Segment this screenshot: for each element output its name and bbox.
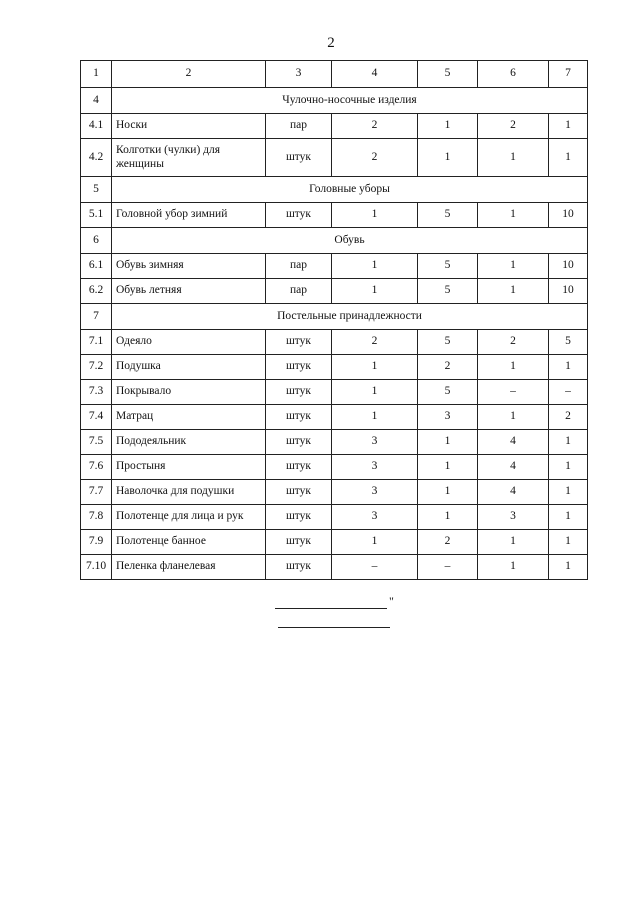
value-col-7: 1 [549, 139, 588, 177]
value-col-5: – [418, 555, 478, 580]
value-col-7: – [549, 380, 588, 405]
unit: штук [266, 505, 332, 530]
value-col-5: 1 [418, 430, 478, 455]
row-number: 7.7 [81, 480, 112, 505]
unit: штук [266, 380, 332, 405]
value-col-5: 2 [418, 355, 478, 380]
header-cell: 3 [266, 61, 332, 88]
value-col-5: 2 [418, 530, 478, 555]
row-number: 4.1 [81, 114, 112, 139]
value-col-5: 5 [418, 330, 478, 355]
value-col-5: 1 [418, 480, 478, 505]
row-number: 7.10 [81, 555, 112, 580]
section-title: Обувь [112, 228, 588, 254]
value-col-6: 1 [478, 279, 549, 304]
unit: штук [266, 530, 332, 555]
value-col-4: 1 [332, 530, 418, 555]
signature-line-bottom [278, 627, 390, 628]
value-col-7: 2 [549, 405, 588, 430]
table-row [81, 330, 588, 355]
value-col-6: 1 [478, 405, 549, 430]
value-col-6: 4 [478, 480, 549, 505]
header-cell: 7 [549, 61, 588, 88]
value-col-6: 1 [478, 555, 549, 580]
section-number: 6 [81, 228, 112, 254]
header-cell: 2 [112, 61, 266, 88]
table-row [81, 203, 588, 228]
value-col-7: 1 [549, 114, 588, 139]
table-row [81, 480, 588, 505]
closing-quote: " [389, 594, 394, 608]
value-col-7: 10 [549, 203, 588, 228]
value-col-6: 2 [478, 114, 549, 139]
value-col-4: 1 [332, 279, 418, 304]
section-title: Головные уборы [112, 177, 588, 203]
section-number: 4 [81, 88, 112, 114]
value-col-5: 1 [418, 114, 478, 139]
value-col-4: 1 [332, 203, 418, 228]
item-name: Головной убор зимний [112, 203, 266, 228]
unit: штук [266, 480, 332, 505]
item-name: Матрац [112, 405, 266, 430]
value-col-6: 4 [478, 430, 549, 455]
value-col-6: 3 [478, 505, 549, 530]
table-row [81, 405, 588, 430]
value-col-6: 1 [478, 203, 549, 228]
unit: пар [266, 114, 332, 139]
table-row [81, 530, 588, 555]
value-col-5: 1 [418, 505, 478, 530]
value-col-4: 1 [332, 380, 418, 405]
section-number: 5 [81, 177, 112, 203]
table-header-row [81, 61, 588, 88]
row-number: 7.5 [81, 430, 112, 455]
value-col-5: 3 [418, 405, 478, 430]
row-number: 7.6 [81, 455, 112, 480]
value-col-6: – [478, 380, 549, 405]
value-col-4: 3 [332, 430, 418, 455]
value-col-5: 5 [418, 279, 478, 304]
value-col-4: 3 [332, 455, 418, 480]
value-col-4: 2 [332, 330, 418, 355]
value-col-6: 2 [478, 330, 549, 355]
unit: штук [266, 430, 332, 455]
header-cell: 6 [478, 61, 549, 88]
unit: штук [266, 139, 332, 177]
value-col-6: 1 [478, 530, 549, 555]
value-col-7: 1 [549, 505, 588, 530]
unit: пар [266, 254, 332, 279]
unit: штук [266, 455, 332, 480]
value-col-5: 5 [418, 380, 478, 405]
unit: штук [266, 330, 332, 355]
table-row [81, 139, 588, 177]
unit: штук [266, 355, 332, 380]
item-name: Обувь летняя [112, 279, 266, 304]
table-row [81, 555, 588, 580]
table-row [81, 380, 588, 405]
item-name: Носки [112, 114, 266, 139]
value-col-5: 1 [418, 139, 478, 177]
table-row [81, 455, 588, 480]
value-col-4: 1 [332, 254, 418, 279]
value-col-4: 1 [332, 405, 418, 430]
row-number: 7.1 [81, 330, 112, 355]
section-row [81, 228, 588, 254]
item-name: Одеяло [112, 330, 266, 355]
unit: штук [266, 555, 332, 580]
section-title: Постельные принадлежности [112, 304, 588, 330]
table-row [81, 355, 588, 380]
value-col-7: 1 [549, 530, 588, 555]
item-name: Покрывало [112, 380, 266, 405]
value-col-4: 2 [332, 114, 418, 139]
value-col-5: 1 [418, 455, 478, 480]
section-row [81, 177, 588, 203]
item-name: Колготки (чулки) для женщины [112, 139, 266, 177]
section-row [81, 304, 588, 330]
item-name: Пододеяльник [112, 430, 266, 455]
row-number: 7.8 [81, 505, 112, 530]
table-row [81, 114, 588, 139]
value-col-4: 2 [332, 139, 418, 177]
value-col-7: 1 [549, 355, 588, 380]
header-cell: 5 [418, 61, 478, 88]
value-col-7: 5 [549, 330, 588, 355]
value-col-6: 4 [478, 455, 549, 480]
value-col-4: – [332, 555, 418, 580]
section-number: 7 [81, 304, 112, 330]
section-title: Чулочно-носочные изделия [112, 88, 588, 114]
header-cell: 1 [81, 61, 112, 88]
table-row [81, 505, 588, 530]
value-col-7: 1 [549, 480, 588, 505]
value-col-4: 3 [332, 480, 418, 505]
row-number: 7.4 [81, 405, 112, 430]
value-col-7: 10 [549, 254, 588, 279]
item-name: Полотенце банное [112, 530, 266, 555]
item-name: Пеленка фланелевая [112, 555, 266, 580]
signature-line-top [275, 608, 387, 609]
value-col-7: 1 [549, 555, 588, 580]
row-number: 6.1 [81, 254, 112, 279]
item-name: Подушка [112, 355, 266, 380]
table-row [81, 254, 588, 279]
value-col-7: 1 [549, 455, 588, 480]
unit: штук [266, 405, 332, 430]
row-number: 4.2 [81, 139, 112, 177]
norms-table [80, 60, 588, 580]
unit: штук [266, 203, 332, 228]
section-row [81, 88, 588, 114]
row-number: 5.1 [81, 203, 112, 228]
value-col-6: 1 [478, 355, 549, 380]
value-col-6: 1 [478, 254, 549, 279]
value-col-4: 3 [332, 505, 418, 530]
value-col-6: 1 [478, 139, 549, 177]
row-number: 6.2 [81, 279, 112, 304]
value-col-4: 1 [332, 355, 418, 380]
item-name: Наволочка для подушки [112, 480, 266, 505]
item-name: Простыня [112, 455, 266, 480]
value-col-7: 1 [549, 430, 588, 455]
row-number: 7.2 [81, 355, 112, 380]
table-row [81, 430, 588, 455]
item-name: Обувь зимняя [112, 254, 266, 279]
row-number: 7.9 [81, 530, 112, 555]
value-col-5: 5 [418, 254, 478, 279]
row-number: 7.3 [81, 380, 112, 405]
page-number: 2 [327, 35, 335, 51]
header-cell: 4 [332, 61, 418, 88]
value-col-7: 10 [549, 279, 588, 304]
value-col-5: 5 [418, 203, 478, 228]
item-name: Полотенце для лица и рук [112, 505, 266, 530]
unit: пар [266, 279, 332, 304]
table-row [81, 279, 588, 304]
